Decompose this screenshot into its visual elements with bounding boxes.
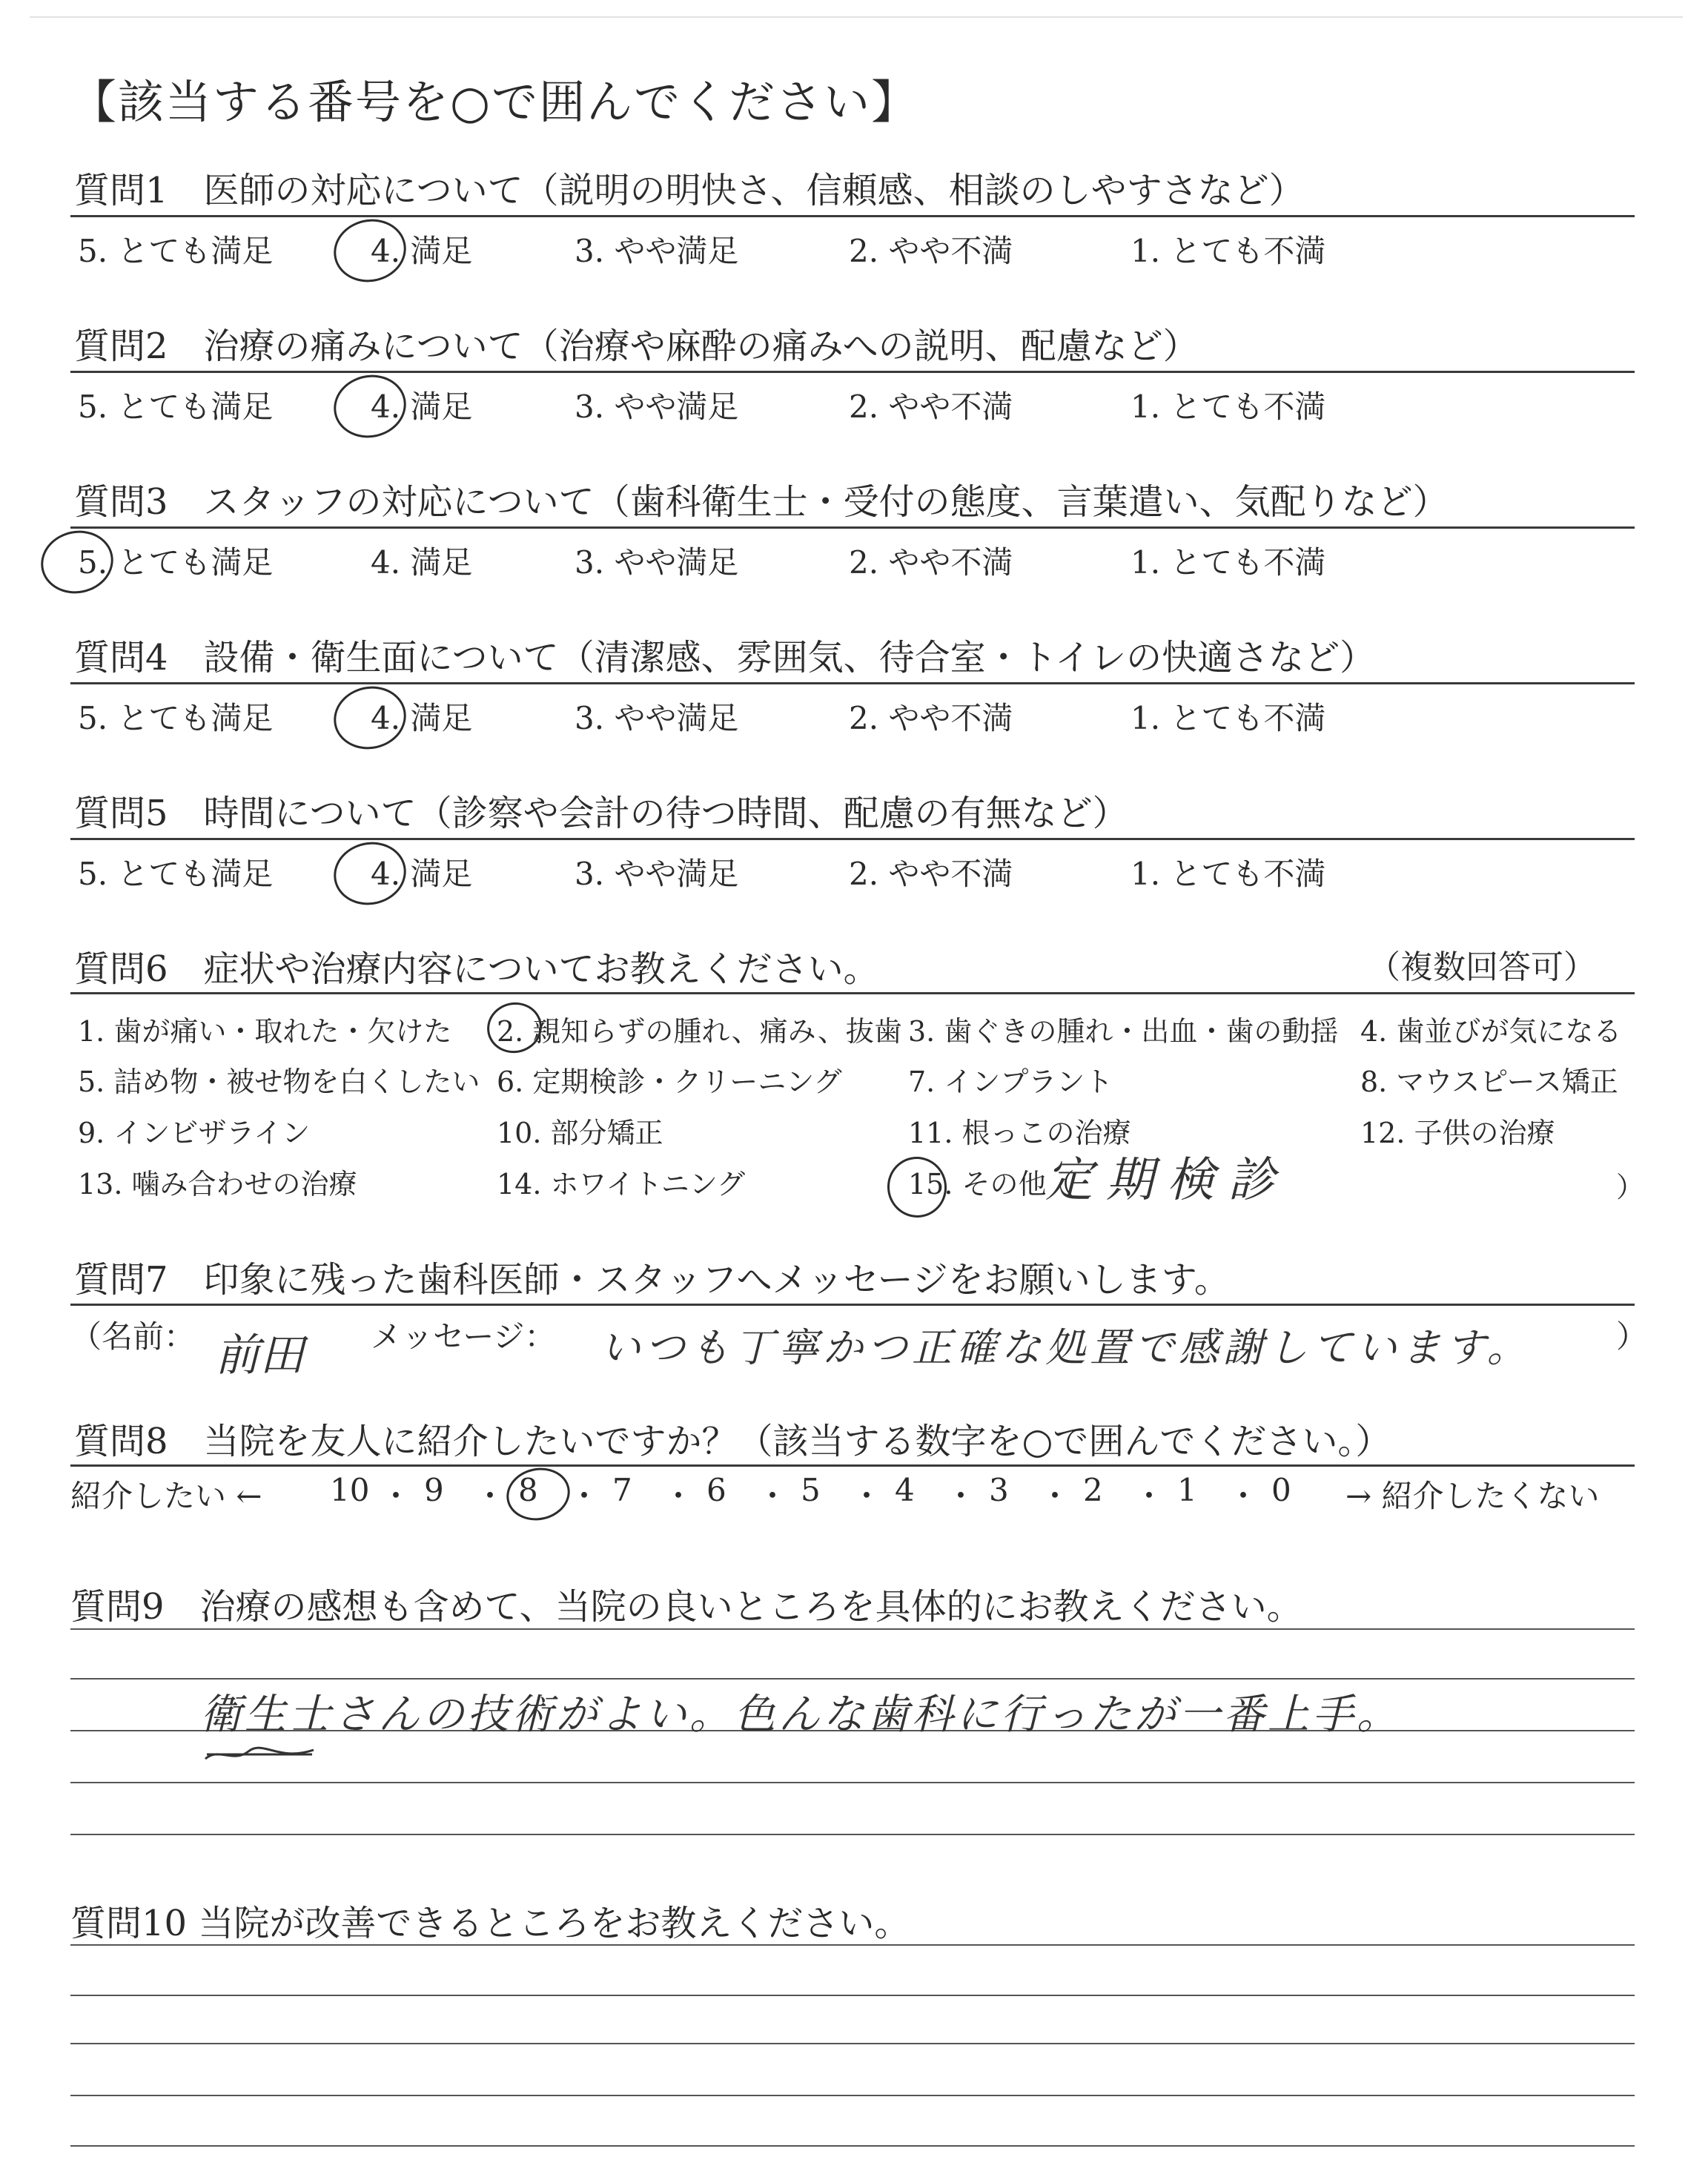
q6-option-4[interactable]: 4. 歯並びが気になる: [1360, 1015, 1622, 1048]
q3-option-1[interactable]: 1. とても不満: [1131, 544, 1326, 581]
q4-option-1[interactable]: 1. とても不満: [1131, 700, 1326, 736]
q8-scale-9[interactable]: 9: [424, 1472, 444, 1508]
q8-scale-5[interactable]: 5: [801, 1472, 821, 1508]
q10-title: 質問10 当院が改善できるところをお教えください。: [70, 1903, 910, 1944]
q1-rule: [70, 215, 1635, 217]
q6-option-11[interactable]: 11. 根っこの治療: [908, 1117, 1131, 1149]
q4-title: 質問4 設備・衛生面について（清潔感、雰囲気、待合室・トイレの快適さなど）: [74, 637, 1376, 678]
q1-option-2[interactable]: 2. やや不満: [849, 233, 1013, 269]
q5-option-5[interactable]: 5. とても満足: [78, 856, 274, 892]
q2-option-1[interactable]: 1. とても不満: [1131, 389, 1326, 425]
q4-option-2[interactable]: 2. やや不満: [849, 700, 1013, 736]
q6-option-15[interactable]: 15. その他（: [908, 1168, 1075, 1200]
q8-dot: ・: [1039, 1478, 1071, 1514]
q5-title: 質問5 時間について（診察や会計の待つ時間、配慮の有無など）: [74, 793, 1128, 834]
q8-scale-4[interactable]: 4: [895, 1472, 915, 1508]
q1-selection-circle[interactable]: [328, 213, 411, 289]
answer-line: [70, 1628, 1635, 1630]
q2-option-5[interactable]: 5. とても満足: [78, 389, 274, 425]
q7-close-paren: ）: [1616, 1318, 1648, 1355]
q3-option-4[interactable]: 4. 満足: [371, 544, 473, 581]
q1-title: 質問1 医師の対応について（説明の明快さ、信頼感、相談のしやすさなど）: [74, 170, 1305, 211]
q6-option-10[interactable]: 10. 部分矯正: [497, 1117, 663, 1149]
q6-option-12[interactable]: 12. 子供の治療: [1360, 1117, 1555, 1149]
q8-dot: ・: [1228, 1478, 1260, 1514]
q6-option-5[interactable]: 5. 詰め物・被せ物を白くしたい: [78, 1066, 480, 1098]
q4-option-5[interactable]: 5. とても満足: [78, 700, 274, 736]
answer-line: [70, 2095, 1635, 2096]
q2-title: 質問2 治療の痛みについて（治療や麻酔の痛みへの説明、配慮など）: [74, 326, 1199, 367]
answer-line: [70, 1944, 1635, 1946]
q5-selection-circle[interactable]: [328, 836, 411, 912]
q3-title: 質問3 スタッフの対応について（歯科衛生士・受付の態度、言葉遣い、気配りなど）: [74, 481, 1449, 523]
q8-dot: ・: [380, 1478, 412, 1514]
answer-line: [70, 1782, 1635, 1783]
q8-dot: ・: [945, 1478, 977, 1514]
q6-option-13[interactable]: 13. 噛み合わせの治療: [78, 1168, 357, 1200]
q6-option-8[interactable]: 8. マウスピース矯正: [1360, 1066, 1618, 1098]
q6-option-6[interactable]: 6. 定期検診・クリーニング: [497, 1066, 842, 1098]
q7-rule: [70, 1304, 1635, 1306]
answer-line: [70, 2145, 1635, 2147]
answer-line: [70, 1995, 1635, 1996]
q6-option-14[interactable]: 14. ホワイトニング: [497, 1168, 746, 1200]
q8-scale-2[interactable]: 2: [1083, 1472, 1103, 1508]
q4-option-3[interactable]: 3. やや満足: [575, 700, 739, 736]
q5-option-1[interactable]: 1. とても不満: [1131, 856, 1326, 892]
q8-scale-7[interactable]: 7: [612, 1472, 632, 1508]
q2-option-4[interactable]: 4. 満足: [371, 389, 473, 425]
q2-option-2[interactable]: 2. やや不満: [849, 389, 1013, 425]
q8-scale-3[interactable]: 3: [989, 1472, 1009, 1508]
q3-rule: [70, 526, 1635, 529]
q4-rule: [70, 682, 1635, 684]
q4-option-4[interactable]: 4. 満足: [371, 700, 473, 736]
q8-scale-10[interactable]: 10: [330, 1472, 370, 1508]
q1-option-5[interactable]: 5. とても満足: [78, 233, 274, 269]
q2-rule: [70, 371, 1635, 373]
q2-option-3[interactable]: 3. やや満足: [575, 389, 739, 425]
q6-note: （複数回答可）: [1368, 948, 1596, 986]
q6-option-3[interactable]: 3. 歯ぐきの腫れ・出血・歯の動揺: [908, 1015, 1339, 1048]
q5-option-3[interactable]: 3. やや満足: [575, 856, 739, 892]
q1-option-4[interactable]: 4. 満足: [371, 233, 473, 269]
q8-scale-1[interactable]: 1: [1177, 1472, 1197, 1508]
q8-dot: ・: [1133, 1478, 1165, 1514]
q8-left-label: 紹介したい ←: [70, 1478, 262, 1514]
q5-option-4[interactable]: 4. 満足: [371, 856, 473, 892]
q6-option-1[interactable]: 1. 歯が痛い・取れた・欠けた: [78, 1015, 452, 1048]
q8-scale-8[interactable]: 8: [518, 1472, 538, 1508]
q8-scale-0[interactable]: 0: [1271, 1472, 1291, 1508]
q5-rule: [70, 838, 1635, 840]
q6-option-9[interactable]: 9. インビザライン: [78, 1117, 311, 1149]
scan-edge: [30, 16, 1683, 18]
q3-selection-circle[interactable]: [35, 524, 119, 601]
q8-dot: ・: [474, 1478, 506, 1514]
q7-name-value[interactable]: 前田: [215, 1330, 304, 1381]
q7-name-label: （名前：: [70, 1318, 196, 1355]
q6-option-2[interactable]: 2. 親知らずの腫れ、痛み、抜歯: [497, 1015, 902, 1048]
q7-title: 質問7 印象に残った歯科医師・スタッフへメッセージをお願いします。: [74, 1259, 1230, 1301]
q3-option-3[interactable]: 3. やや満足: [575, 544, 739, 581]
answer-line: [70, 1834, 1635, 1835]
q2-selection-circle[interactable]: [328, 369, 411, 445]
answer-line: [70, 1678, 1635, 1680]
q8-title: 質問8 当院を友人に紹介したいですか？（該当する数字を○で囲んでください。）: [74, 1421, 1391, 1462]
q7-message-value[interactable]: いつも丁寧かつ正確な処置で感謝しています。: [600, 1324, 1532, 1371]
answer-line: [70, 2043, 1635, 2044]
scribbled-out-text: [204, 1744, 315, 1765]
q3-option-2[interactable]: 2. やや不満: [849, 544, 1013, 581]
q6-rule: [70, 992, 1635, 994]
q9-title: 質問9 治療の感想も含めて、当院の良いところを具体的にお教えください。: [70, 1586, 1302, 1628]
q8-selection-circle[interactable]: [502, 1462, 575, 1526]
q6-option-7[interactable]: 7. インプラント: [908, 1066, 1113, 1098]
q6-close-paren: ）: [1616, 1171, 1645, 1203]
instruction-header: 【該当する番号を○で囲んでください】: [70, 75, 919, 129]
q8-scale-6[interactable]: 6: [706, 1472, 726, 1508]
q8-right-label: → 紹介したくない: [1345, 1478, 1600, 1514]
q4-selection-circle[interactable]: [328, 680, 411, 756]
q6-other-answer: 定期検診: [1045, 1153, 1288, 1208]
q9-answer[interactable]: 衛生士さんの技術がよい。色んな歯科に行ったが一番上手。: [200, 1691, 1401, 1739]
q8-dot: ・: [757, 1478, 789, 1514]
q1-option-3[interactable]: 3. やや満足: [575, 233, 739, 269]
q1-option-1[interactable]: 1. とても不満: [1131, 233, 1326, 269]
q7-message-label: メッセージ：: [371, 1318, 556, 1355]
q8-dot: ・: [663, 1478, 695, 1514]
q8-rule: [70, 1464, 1635, 1467]
q6-title: 質問6 症状や治療内容についてお教えください。: [74, 948, 879, 990]
q8-dot: ・: [851, 1478, 883, 1514]
q3-option-5[interactable]: 5. とても満足: [78, 544, 274, 581]
q8-dot: ・: [569, 1478, 600, 1514]
q5-option-2[interactable]: 2. やや不満: [849, 856, 1013, 892]
